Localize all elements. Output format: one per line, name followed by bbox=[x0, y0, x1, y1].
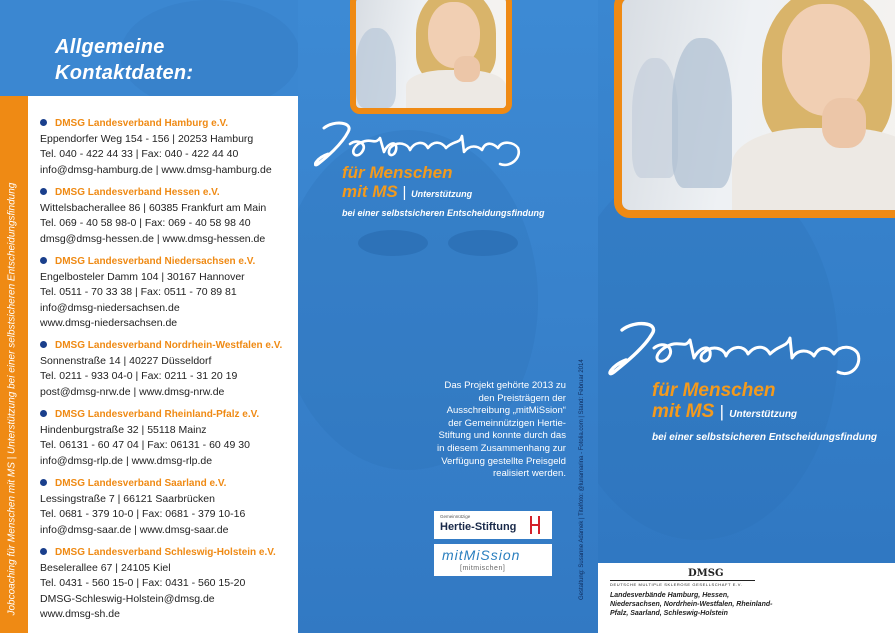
subtitle: Unterstützung bbox=[411, 189, 473, 199]
contact-hamburg bbox=[40, 116, 272, 178]
title-line-1: für Menschen bbox=[652, 380, 776, 401]
contact-nrw bbox=[40, 338, 282, 400]
title-line-1: für Menschen bbox=[342, 163, 453, 182]
bullet-icon bbox=[40, 548, 47, 555]
contact-line: Tel. 0511 - 70 33 38 | Fax: 0511 - 70 89 81 bbox=[40, 286, 237, 299]
heading-line-2: Kontaktdaten: bbox=[55, 62, 194, 84]
contact-rlp bbox=[40, 407, 259, 469]
contact-line: Tel. 040 - 422 44 33 | Fax: 040 - 422 44 40 bbox=[40, 148, 239, 161]
dmsg-regions: Landesverbände Hamburg, Hessen, Niedersachsen, Nordrhein-Westfalen, Rheinland-Pfalz, Saarland, Schleswig-Holstein bbox=[610, 592, 773, 617]
cover-photo-large bbox=[614, 0, 895, 218]
contact-org: DMSG Landesverband Niedersachsen e.V. bbox=[40, 254, 255, 270]
contact-hessen bbox=[40, 185, 266, 247]
credit-line: Gestaltung: Susanne Adamek | Titelfoto: @lunamarina - Fotolia.com | Stand: Februar 2014 bbox=[579, 359, 585, 600]
bullet-icon bbox=[40, 410, 47, 417]
bullet-icon bbox=[40, 257, 47, 264]
bullet-icon bbox=[40, 341, 47, 348]
cover-photo-small bbox=[350, 0, 512, 114]
mitmission-logo: mitMiSsion [mitmischen] bbox=[434, 544, 552, 576]
dmsg-footer bbox=[598, 563, 895, 633]
title-block bbox=[342, 163, 472, 204]
contact-line: info@dmsg-niedersachsen.de bbox=[40, 301, 180, 314]
bullet-icon bbox=[40, 188, 47, 195]
contact-org: DMSG Landesverband Nordrhein-Westfalen e.V. bbox=[40, 338, 282, 354]
dmsg-logo: DMSG bbox=[688, 568, 724, 579]
contact-org: DMSG Landesverband Hamburg e.V. bbox=[40, 116, 272, 132]
contact-line: Tel. 0431 - 560 15-0 | Fax: 0431 - 560 15-20 bbox=[40, 577, 246, 590]
contact-org: DMSG Landesverband Hessen e.V. bbox=[40, 185, 266, 201]
contact-line: Eppendorfer Weg 154 - 156 | 20253 Hamburg bbox=[40, 132, 254, 145]
bullet-icon bbox=[40, 479, 47, 486]
subtitle: Unterstützung bbox=[729, 409, 798, 420]
contact-line: DMSG-Schleswig-Holstein@dmsg.de bbox=[40, 592, 215, 605]
contact-line: Hindenburgstraße 32 | 55118 Mainz bbox=[40, 423, 207, 436]
hertie-stiftung-logo: Gemeinnützige Hertie-Stiftung bbox=[434, 511, 552, 539]
contact-niedersachsen bbox=[40, 254, 255, 332]
heading-line-1: Allgemeine bbox=[55, 36, 165, 58]
middle-panel bbox=[298, 0, 598, 633]
contact-line: Wittelsbacherallee 86 | 60385 Frankfurt am Main bbox=[40, 201, 267, 214]
contact-line: Tel. 06131 - 60 47 04 | Fax: 06131 - 60 49 30 bbox=[40, 439, 250, 452]
contact-line: info@dmsg-saar.de | www.dmsg-saar.de bbox=[40, 523, 229, 536]
contact-list bbox=[28, 96, 298, 633]
contact-org: DMSG Landesverband Rheinland-Pfalz e.V. bbox=[40, 407, 259, 423]
contact-line: Beselerallee 67 | 24105 Kiel bbox=[40, 561, 171, 574]
jobcoaching-script-logo bbox=[608, 318, 878, 382]
subtitle-2: bei einer selbstsicheren Entscheidungsfindung bbox=[652, 432, 878, 443]
title-line-2: mit MS | Unterstützung bbox=[342, 182, 473, 201]
contact-heading bbox=[55, 34, 193, 86]
contact-line: info@dmsg-rlp.de | www.dmsg-rlp.de bbox=[40, 454, 213, 467]
contact-org: DMSG Landesverband Schleswig-Holstein e.V. bbox=[40, 545, 276, 561]
contact-line: Sonnenstraße 14 | 40227 Düsseldorf bbox=[40, 354, 212, 367]
project-text: Das Projekt gehörte 2013 zu den Preisträgern der Ausschreibung „mitMiSsion“ der Gemeinnützigen Hertie-Stiftung und konnte durch das in diesem Zusammenhang zur Verfügung gestellte Preisgeld realisiert werden. bbox=[436, 380, 566, 480]
dmsg-fullname: DEUTSCHE MULTIPLE SKLEROSE GESELLSCHAFT E.V. bbox=[610, 582, 743, 587]
contact-line: Tel. 0681 - 379 10-0 | Fax: 0681 - 379 10-16 bbox=[40, 508, 246, 521]
contact-line: Lessingstraße 7 | 66121 Saarbrücken bbox=[40, 492, 215, 505]
contact-schleswig-holstein bbox=[40, 545, 276, 623]
contact-line: Tel. 0211 - 933 04-0 | Fax: 0211 - 31 20 19 bbox=[40, 370, 238, 383]
contact-line: Engelbosteler Damm 104 | 30167 Hannover bbox=[40, 270, 245, 283]
contact-line: info@dmsg-hamburg.de | www.dmsg-hamburg.de bbox=[40, 163, 272, 176]
title-block bbox=[652, 380, 797, 425]
contact-line: www.dmsg-niedersachsen.de bbox=[40, 317, 178, 330]
subtitle-2: bei einer selbstsicheren Entscheidungsfindung bbox=[342, 208, 545, 218]
contact-org: DMSG Landesverband Saarland e.V. bbox=[40, 476, 245, 492]
contact-saarland bbox=[40, 476, 245, 538]
contact-line: dmsg@dmsg-hessen.de | www.dmsg-hessen.de bbox=[40, 232, 266, 245]
title-line-2: mit MS | Unterstützung bbox=[652, 401, 798, 422]
contact-line: Tel. 069 - 40 58 98-0 | Fax: 069 - 40 58 98 40 bbox=[40, 217, 251, 230]
side-text: Jobcoaching für Menschen mit MS | Unterstützung bei einer selbstsicheren Entscheidungsfindung bbox=[6, 182, 18, 616]
bullet-icon bbox=[40, 119, 47, 126]
left-panel bbox=[0, 0, 298, 633]
right-panel bbox=[598, 0, 895, 633]
contact-line: post@dmsg-nrw.de | www.dmsg-nrw.de bbox=[40, 385, 225, 398]
contact-line: www.dmsg-sh.de bbox=[40, 608, 120, 621]
